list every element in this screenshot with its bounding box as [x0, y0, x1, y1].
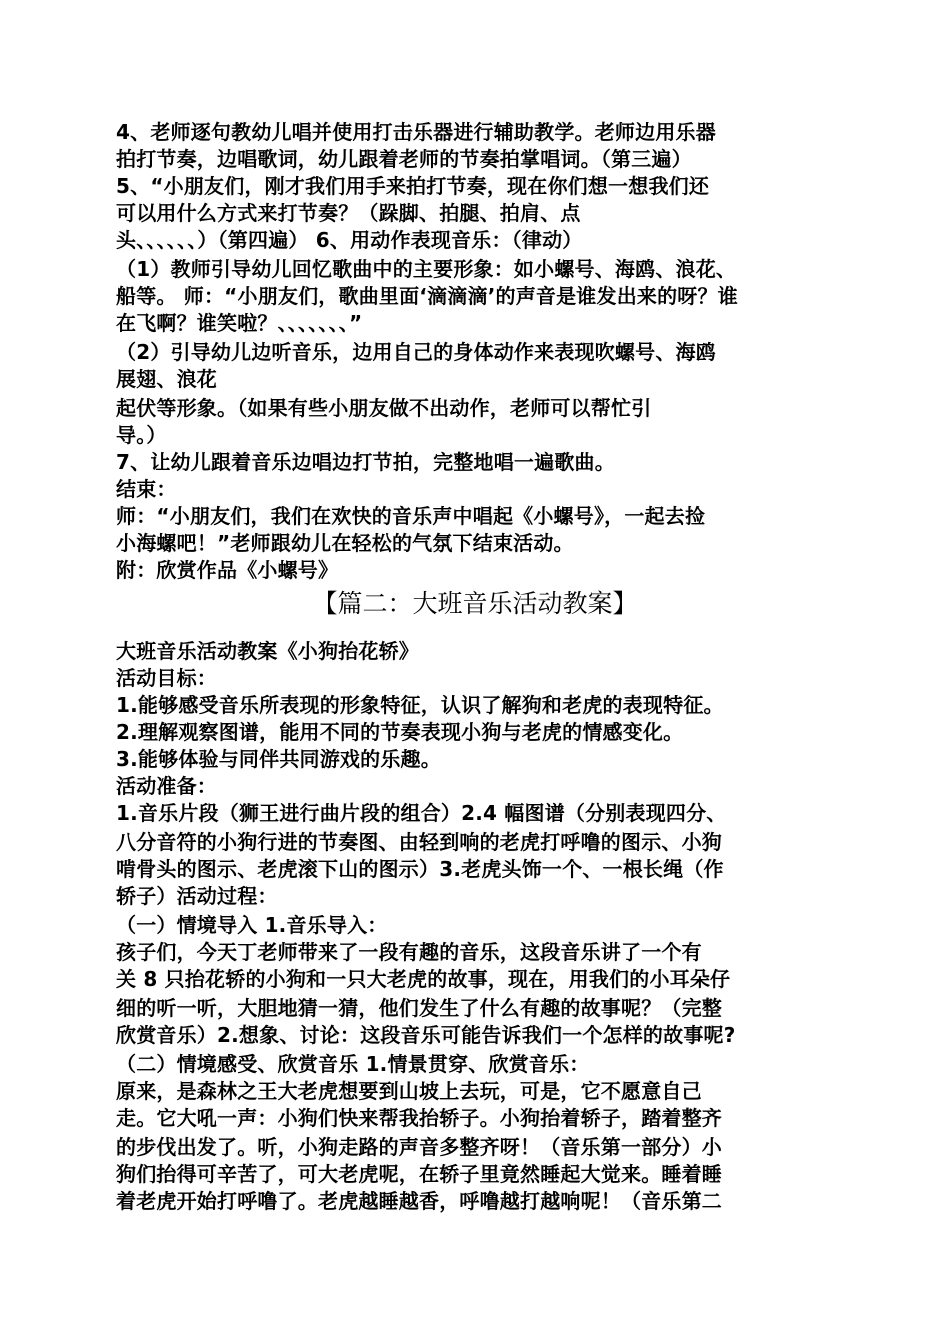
text-line: 3.能够体验与同伴共同游戏的乐趣。	[116, 747, 441, 771]
text-line: 大班音乐活动教案《小狗抬花轿》	[116, 639, 419, 663]
text-line: 啃骨头的图示、老虎滚下山的图示）3.老虎头饰一个、一根长绳（作	[116, 857, 724, 881]
text-line: 1.音乐片段（狮王进行曲片段的组合）2.4 幅图谱（分别表现四分、	[116, 801, 727, 825]
text-line: 轿子）活动过程：	[116, 884, 278, 908]
text-line: 八分音符的小狗行进的节奏图、由轻到响的老虎打呼噜的图示、小狗	[116, 830, 722, 854]
text-line: （一）情境导入 1.音乐导入：	[116, 913, 388, 937]
text-line: （二）情境感受、欣赏音乐 1.情景贯穿、欣赏音乐：	[116, 1052, 590, 1076]
section-heading: 【篇二：大班音乐活动教案】	[312, 589, 638, 618]
text-line: 的步伐出发了。听，小狗走路的声音多整齐呀！（音乐第一部分）小	[116, 1135, 722, 1159]
text-line: 活动目标：	[116, 666, 217, 690]
text-line: 起伏等形象。（如果有些小朋友做不出动作，老师可以帮忙引	[116, 396, 652, 420]
text-line: 活动准备：	[116, 774, 217, 798]
text-line: 头、、、、、、）（第四遍） 6、用动作表现音乐：（律动）	[116, 228, 583, 252]
text-line: 走。它大吼一声：小狗们快来帮我抬轿子。小狗抬着轿子，踏着整齐	[116, 1106, 722, 1130]
text-line: 拍打节奏，边唱歌词，幼儿跟着老师的节奏拍掌唱词。（第三遍）	[116, 147, 692, 171]
text-line: 欣赏音乐）2.想象、讨论：这段音乐可能告诉我们一个怎样的故事呢?	[116, 1023, 736, 1047]
text-line: 附：欣赏作品《小螺号》	[116, 558, 339, 582]
text-line: 2.理解观察图谱，能用不同的节奏表现小狗与老虎的情感变化。	[116, 720, 684, 744]
text-line: 4、老师逐句教幼儿唱并使用打击乐器进行辅助教学。老师边用乐器	[116, 120, 716, 144]
text-line: 着老虎开始打呼噜了。老虎越睡越香，呼噜越打越响呢！（音乐第二	[116, 1189, 722, 1213]
text-line: （2）引导幼儿边听音乐，边用自己的身体动作来表现吹螺号、海鸥	[116, 340, 716, 364]
text-line: 7、让幼儿跟着音乐边唱边打节拍，完整地唱一遍歌曲。	[116, 450, 615, 474]
text-line: 船等。 师：“小朋友们，歌曲里面‘滴滴滴’的声音是谁发出来的呀？谁	[116, 284, 738, 308]
text-line: 1.能够感受音乐所表现的形象特征，认识了解狗和老虎的表现特征。	[116, 693, 724, 717]
text-line: 可以用什么方式来打节奏？（跺脚、拍腿、拍肩、点	[116, 201, 581, 225]
text-line: 细的听一听，大胆地猜一猜，他们发生了什么有趣的故事呢？（完整	[116, 996, 722, 1020]
text-line: 结束：	[116, 477, 177, 501]
text-line: 在飞啊？谁笑啦？、、、、、、、”	[116, 311, 363, 335]
text-line: 展翅、浪花	[116, 367, 217, 391]
text-line: 师：“小朋友们，我们在欢快的音乐声中唱起《小螺号》，一起去捡	[116, 504, 706, 528]
text-line: 狗们抬得可辛苦了，可大老虎呢，在轿子里竟然睡起大觉来。睡着睡	[116, 1162, 722, 1186]
text-line: 小海螺吧！”老师跟幼儿在轻松的气氛下结束活动。	[116, 531, 574, 555]
text-line: （1）教师引导幼儿回忆歌曲中的主要形象：如小螺号、海鸥、浪花、	[116, 257, 737, 281]
text-line: 原来，是森林之王大老虎想要到山坡上去玩，可是，它不愿意自己	[116, 1079, 702, 1103]
text-line: 孩子们，今天丁老师带来了一段有趣的音乐，这段音乐讲了一个有	[116, 940, 702, 964]
text-line: 5、“小朋友们，刚才我们用手来拍打节奏，现在你们想一想我们还	[116, 174, 710, 198]
text-line: 导。）	[116, 423, 167, 447]
text-line: 关 8 只抬花轿的小狗和一只大老虎的故事，现在，用我们的小耳朵仔	[116, 967, 731, 991]
